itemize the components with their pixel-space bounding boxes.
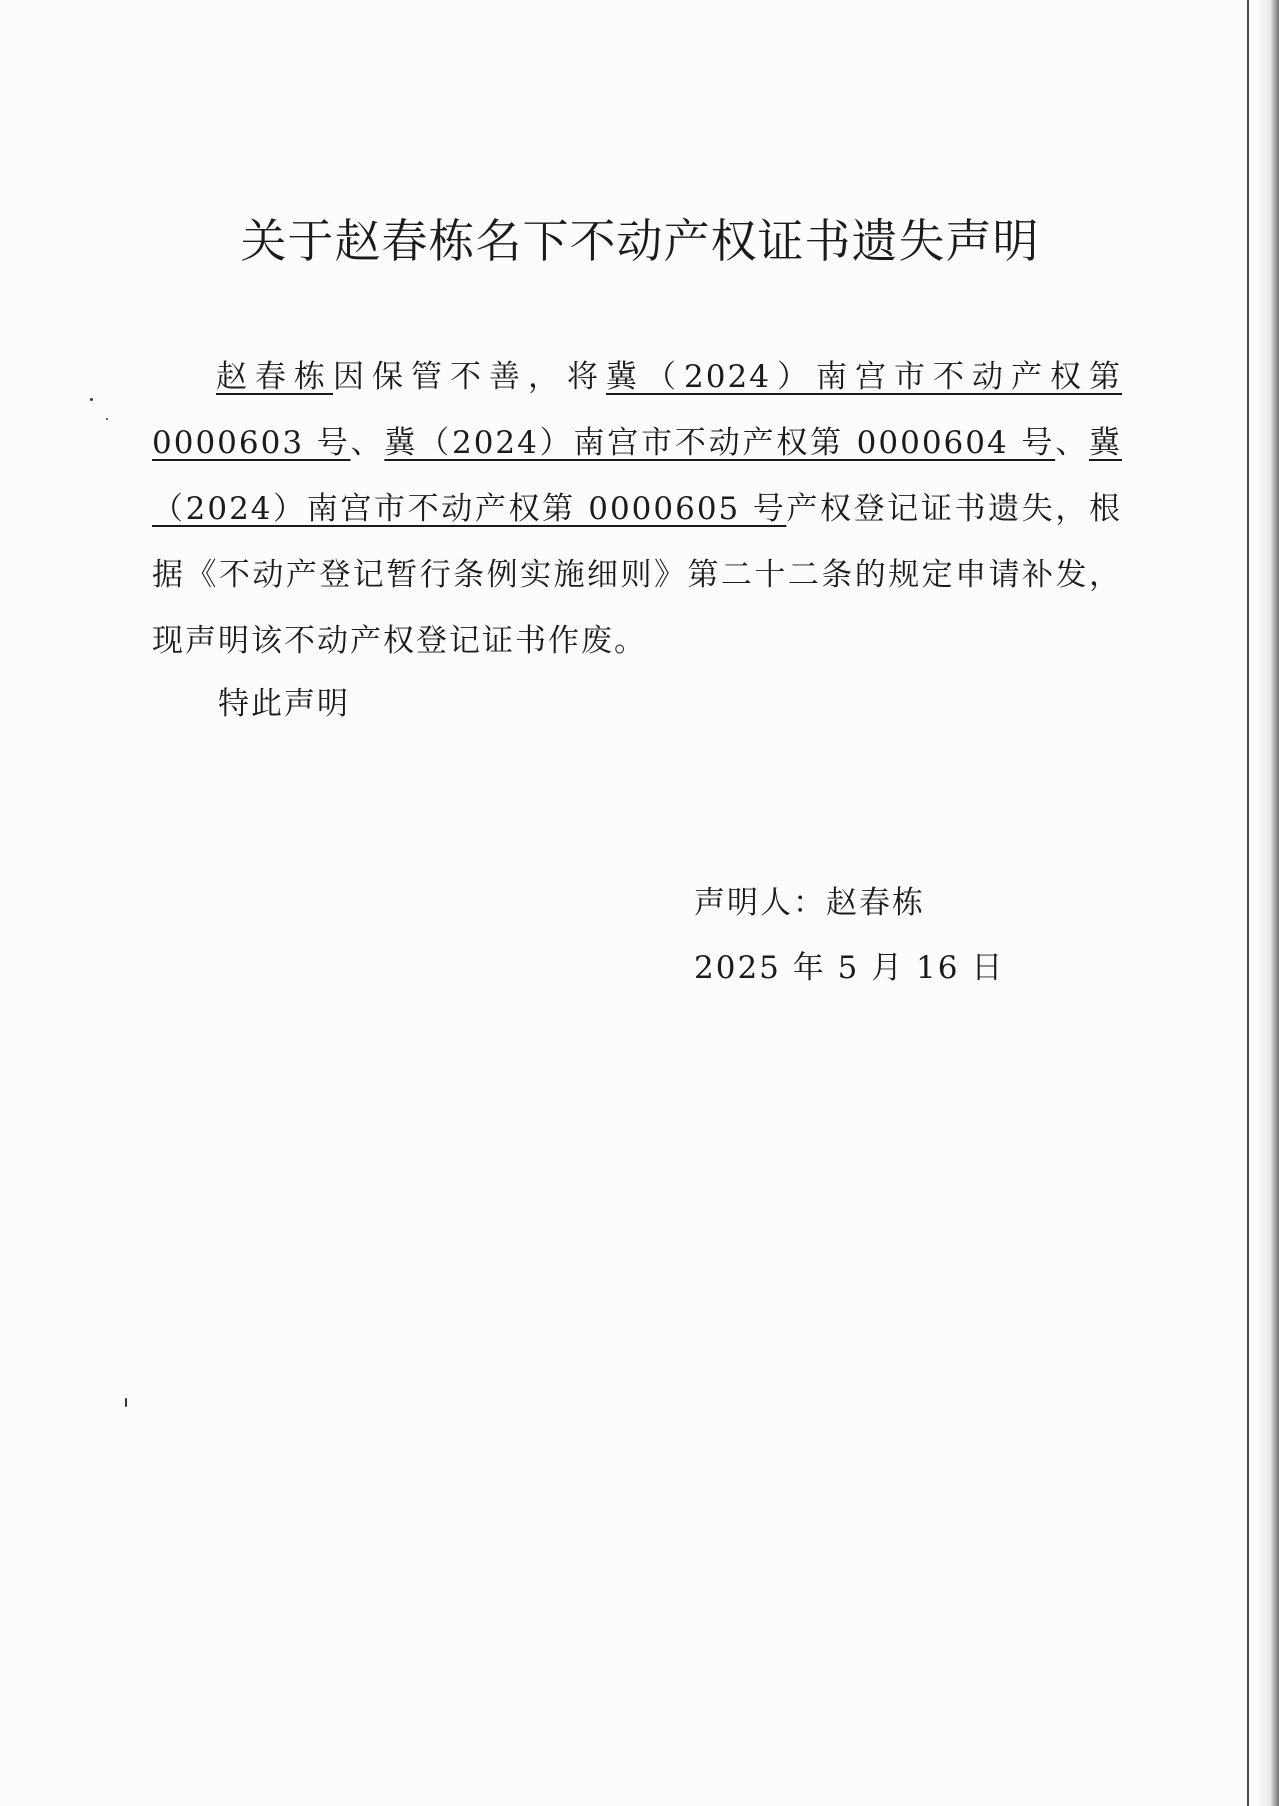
signature-line: 声明人：赵春栋	[694, 885, 925, 921]
paper-edge-line	[1247, 0, 1249, 1806]
closing-statement: 特此声明	[218, 686, 350, 722]
statement-date: 2025 年 5 月 16 日	[694, 950, 1005, 986]
separator-2: 、	[1055, 425, 1089, 461]
certificate-number-2: 冀（2024）南宫市不动产权第 0000604 号	[384, 425, 1056, 461]
certificate-number-3: 冀（2024）南宫市不动产权第 0000605 号	[152, 425, 1122, 527]
certificate-number-1: 冀（2024）南宫市不动产权第 0000603 号	[152, 359, 1122, 461]
scan-speck	[125, 1398, 127, 1407]
scan-speck	[106, 418, 108, 420]
statement-paragraph	[152, 344, 1122, 674]
separator-1: 、	[350, 425, 385, 461]
paper-edge-shadow	[1257, 0, 1279, 1806]
paragraph-text-2: 产权登记证书遗失，根据《不动产登记暂行条例实施细则》第二十二条的规定申请补发，现声明该不动产权登记证书作废。	[152, 491, 1122, 659]
scan-speck	[90, 398, 93, 401]
paragraph-text-1: 因保管不善，将	[333, 359, 607, 395]
declarant-name: 赵春栋	[216, 359, 334, 395]
document-title: 关于赵春栋名下不动产权证书遗失声明	[240, 214, 1040, 268]
